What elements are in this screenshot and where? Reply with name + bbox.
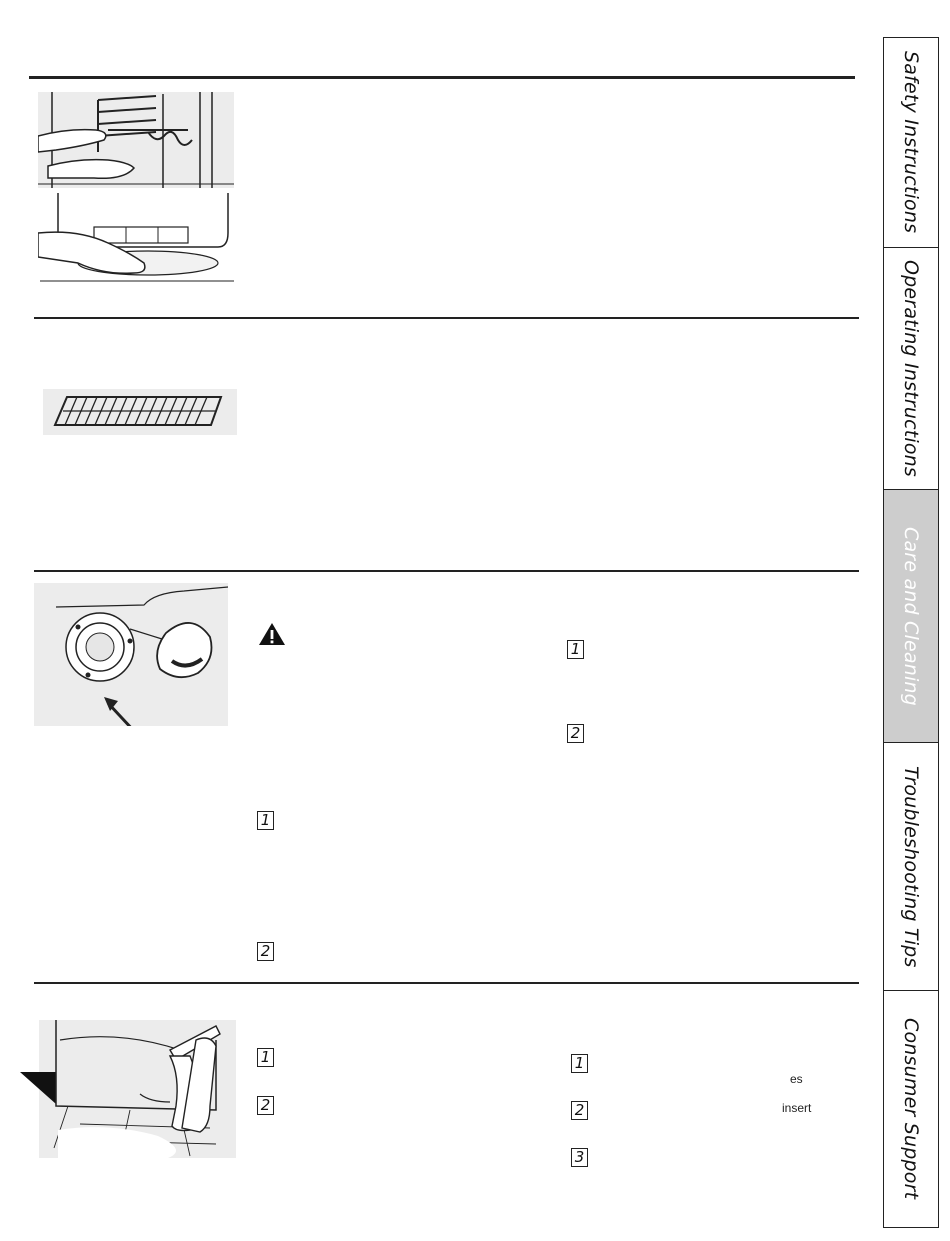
oven-rack-illustration xyxy=(43,389,237,435)
oven-light-cover-illustration xyxy=(34,583,228,726)
tab-label: Care and Cleaning xyxy=(900,526,922,706)
tab-operating-instructions[interactable] xyxy=(884,248,938,490)
tab-care-and-cleaning[interactable] xyxy=(884,490,938,743)
tab-consumer-support[interactable] xyxy=(884,991,938,1227)
tab-troubleshooting-tips[interactable] xyxy=(884,743,938,991)
drawer-floor-cleaning-illustration xyxy=(20,1020,236,1158)
tab-safety-instructions[interactable] xyxy=(884,38,938,248)
text-fragment-insert: insert xyxy=(782,1101,812,1115)
step-2-badge: 2 xyxy=(257,1096,274,1115)
step-1-badge: 1 xyxy=(257,1048,274,1067)
section-divider-2 xyxy=(34,317,859,319)
step-2-badge: 2 xyxy=(257,942,274,961)
section-divider-4 xyxy=(34,982,859,984)
text-fragment-es: es xyxy=(790,1072,803,1086)
warning-triangle-icon xyxy=(258,622,286,646)
step-2-badge: 2 xyxy=(571,1101,588,1120)
step-1-badge: 1 xyxy=(567,640,584,659)
tab-label: Troubleshooting Tips xyxy=(900,765,922,968)
oven-floor-wipe-illustration xyxy=(38,193,234,286)
step-1-badge: 1 xyxy=(571,1054,588,1073)
step-2-badge: 2 xyxy=(567,724,584,743)
tab-label: Safety Instructions xyxy=(900,51,922,234)
section-divider-top xyxy=(29,76,855,79)
section-tabs xyxy=(883,37,939,1228)
oven-interior-wipe-illustration xyxy=(38,92,234,188)
step-1-badge: 1 xyxy=(257,811,274,830)
tab-label: Operating Instructions xyxy=(900,259,922,478)
tab-label: Consumer Support xyxy=(900,1018,922,1200)
step-3-badge: 3 xyxy=(571,1148,588,1167)
section-divider-3 xyxy=(34,570,859,572)
